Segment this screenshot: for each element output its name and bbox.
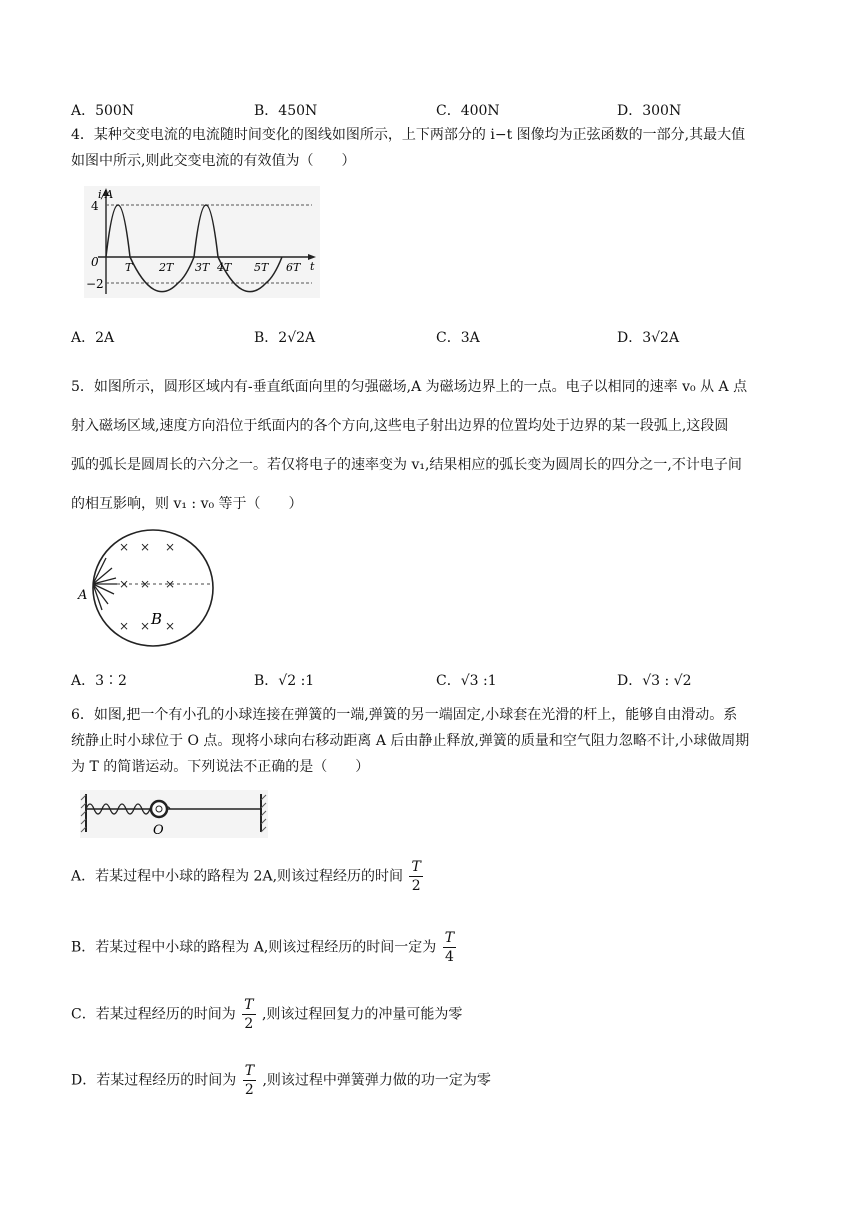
q6-spring-figure xyxy=(80,790,268,838)
fraction xyxy=(409,858,422,895)
x-tick-3t: 3T xyxy=(195,261,210,274)
point-o-label: O xyxy=(153,823,164,838)
svg-text:×: × xyxy=(119,577,130,591)
q6-option-a xyxy=(71,858,791,895)
q4-option-a: A．2A xyxy=(71,330,115,346)
q5-stem xyxy=(71,368,791,524)
q6-option-a-text: A．若某过程中小球的路程为 2A,则该过程经历的时间 xyxy=(71,868,404,885)
q6-stem-line: 6．如图,把一个有小孔的小球连接在弹簧的一端,弹簧的另一端固定,小球套在光滑的杆上，能够自由滑动。系 xyxy=(71,707,738,723)
q4-current-graph xyxy=(84,186,320,298)
fraction-denominator: 4 xyxy=(444,949,454,965)
q5-magnetic-field-figure xyxy=(76,526,218,650)
q5-option-b: B．√2 :1 xyxy=(254,673,315,689)
q5-stem-line: 的相互影响，则 v₁ : v₀ 等于（ ） xyxy=(71,496,303,512)
svg-text:×: × xyxy=(165,577,176,591)
q6-option-d-after: ,则该过程中弹簧弹力做的功一定为零 xyxy=(262,1072,491,1089)
x-axis-label: t xyxy=(310,260,315,273)
ball-hole xyxy=(156,806,162,812)
fraction xyxy=(242,996,255,1033)
q4-option-b: B．2√2A xyxy=(254,330,316,346)
q6-option-c xyxy=(71,996,791,1033)
q6-option-d-text: D．若某过程经历的时间为 xyxy=(71,1072,237,1089)
q3-option-c: C．400N xyxy=(436,103,500,119)
svg-text:×: × xyxy=(140,619,151,633)
svg-text:×: × xyxy=(140,540,151,554)
q4-option-d: D．3√2A xyxy=(617,330,680,346)
x-tick-4t: 4T xyxy=(217,261,232,274)
q6-option-c-after: ,则该过程回复力的冲量可能为零 xyxy=(261,1006,463,1023)
svg-text:×: × xyxy=(165,619,176,633)
q3-option-a: A．500N xyxy=(71,103,135,119)
q5-option-c: C．√3 :1 xyxy=(436,673,497,689)
svg-text:×: × xyxy=(119,540,130,554)
q6-option-d xyxy=(71,1062,791,1099)
q5-option-d: D．√3 : √2 xyxy=(617,673,692,689)
y-tick-min: −2 xyxy=(86,277,104,291)
x-tick-5t: 5T xyxy=(254,261,269,274)
point-a-label: A xyxy=(78,588,88,603)
q6-stem-line: 统静止时小球位于 O 点。现将小球向右移动距离 A 后由静止释放,弹簧的质量和空气阻力忽略不计,小球做周期 xyxy=(71,733,750,749)
q6-option-b-text: B．若某过程中小球的路程为 A,则该过程经历的时间一定为 xyxy=(71,939,437,956)
fraction-numerator: T xyxy=(244,1063,255,1079)
q3-option-d: D．300N xyxy=(617,103,682,119)
q4-stem xyxy=(71,122,791,174)
x-tick-t: T xyxy=(125,261,133,274)
q5-option-a: A．3∶2 xyxy=(71,673,127,689)
q6-stem-line: 为 T 的简谐运动。下列说法不正确的是（ ） xyxy=(71,759,370,775)
q5-stem-line: 射入磁场区域,速度方向沿位于纸面内的各个方向,这些电子射出边界的位置均处于边界的某一段弧上,这段圆 xyxy=(71,418,729,434)
q6-option-c-text: C．若某过程经历的时间为 xyxy=(71,1006,236,1023)
y-tick-max: 4 xyxy=(91,199,99,213)
q6-stem xyxy=(71,702,791,780)
svg-text:×: × xyxy=(165,540,176,554)
x-tick-2t: 2T xyxy=(159,261,174,274)
fraction xyxy=(243,1062,256,1099)
x-tick-6t: 6T xyxy=(286,261,301,274)
q4-stem-line: 4．某种交变电流的电流随时间变化的图线如图所示，上下两部分的 i−t 图像均为正弦函数的一部分,其最大值 xyxy=(71,127,746,143)
q4-option-c: C．3A xyxy=(436,330,480,346)
fraction-numerator: T xyxy=(244,997,254,1013)
y-axis-label: i/A xyxy=(98,188,114,201)
figure-background xyxy=(84,186,320,298)
svg-text:×: × xyxy=(119,619,130,633)
field-cross-marks xyxy=(119,540,175,633)
fraction-denominator: 2 xyxy=(244,1082,254,1098)
fraction-denominator: 2 xyxy=(244,1016,254,1032)
field-boundary-circle xyxy=(93,530,213,646)
origin-label: 0 xyxy=(91,255,99,269)
q5-stem-line: 5．如图所示，圆形区域内有-垂直纸面向里的匀强磁场,A 为磁场边界上的一点。电子以相同的速率 v₀ 从 A 点 xyxy=(71,379,748,395)
fraction-denominator: 2 xyxy=(411,878,421,894)
q3-option-b: B．450N xyxy=(254,103,318,119)
q5-stem-line: 弧的弧长是圆周长的六分之一。若仅将电子的速率变为 v₁,结果相应的弧长变为圆周长的四分之一,不计电子间 xyxy=(71,457,742,473)
figure-background xyxy=(80,790,268,838)
q4-stem-line: 如图中所示,则此交变电流的有效值为（ ） xyxy=(71,153,356,169)
fraction-numerator: T xyxy=(444,930,455,946)
q6-option-b xyxy=(71,929,791,966)
fraction-numerator: T xyxy=(411,859,421,875)
svg-text:×: × xyxy=(140,577,151,591)
field-b-label: B xyxy=(151,610,163,628)
fraction xyxy=(443,929,456,966)
